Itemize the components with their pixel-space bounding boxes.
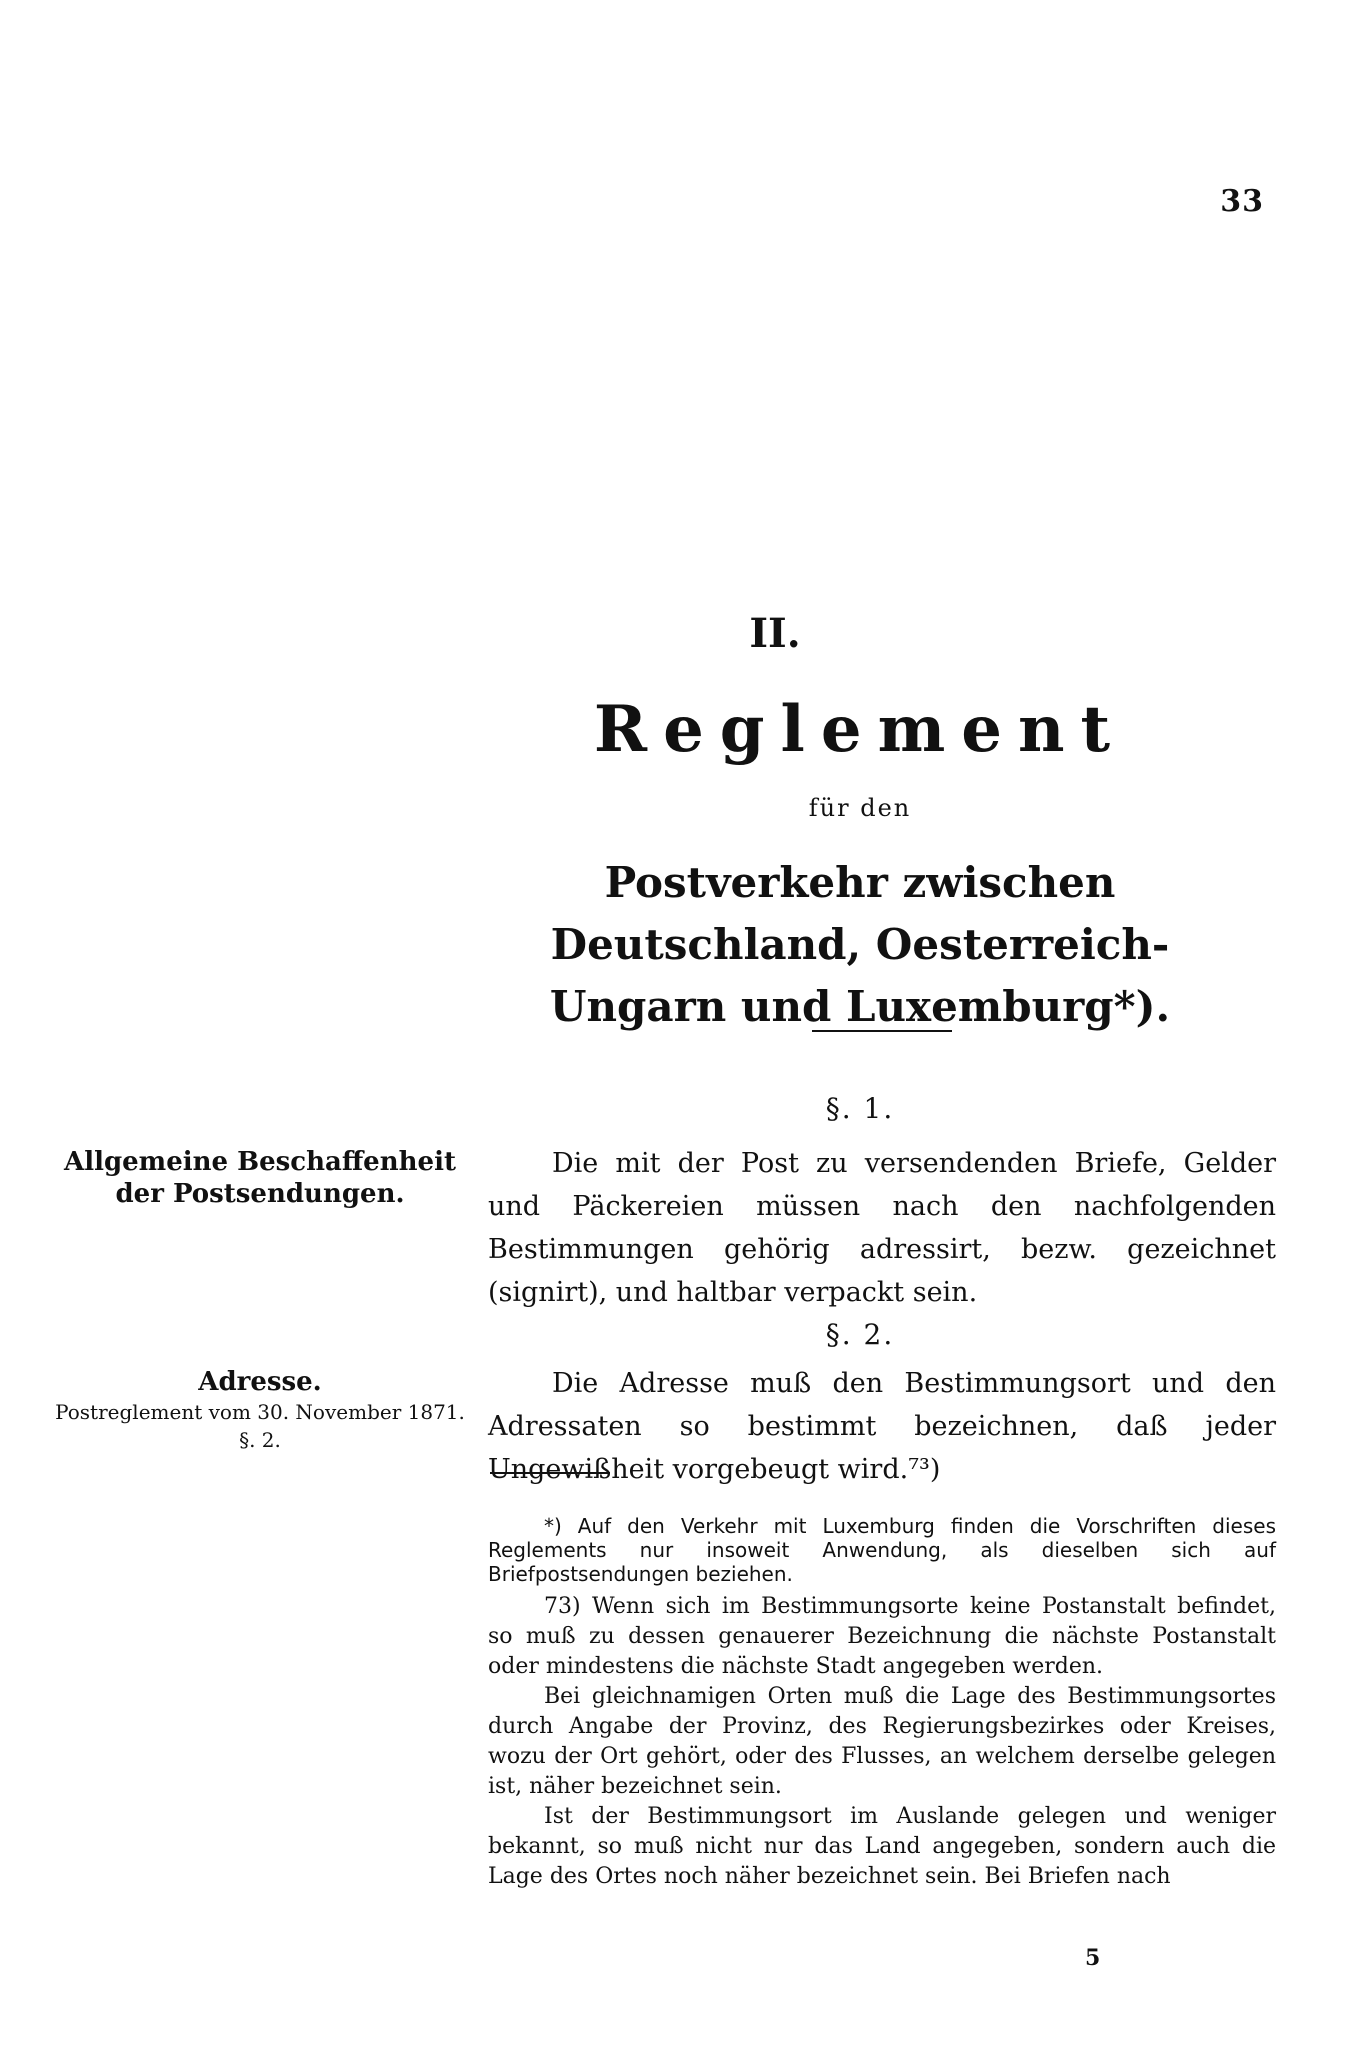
footnote-star: *) Auf den Verkehr mit Luxemburg finden die Vorschriften dieses Reglements nur insoweit Anwendung, als dieselben sich auf Briefpostsendungen beziehen. [488, 1514, 1276, 1586]
margin-reference-paragraph: §. 2. [239, 1428, 281, 1452]
document-title: Reglement [593, 692, 1127, 767]
part-numeral: II. [749, 610, 801, 657]
subtitle-line-2: Ungarn und Luxemburg*). [549, 982, 1171, 1031]
footnote-73-paragraph-2: Bei gleichnamigen Orten muß die Lage des Bestimmungsortes durch Angabe der Provinz, des Regierungsbezirkes oder Kreises, wozu der Ort gehört, oder des Flusses, an welchem derselbe gelegen ist, näher bezeichnet sein. [488, 1684, 1276, 1799]
section-1-label: §. 1. [825, 1092, 895, 1125]
signature-mark: 5 [1085, 1945, 1101, 1971]
section-1-text: Die mit der Post zu versendenden Briefe, Gelder und Päckereien müssen nach den nachfolgenden Bestimmungen gehörig adressirt, bezw. gezeichnet (signirt), und haltbar verpackt sein. [488, 1148, 1276, 1308]
page-number: 33 [1220, 184, 1264, 219]
footnote-divider [490, 1472, 610, 1474]
footnote-73-paragraph-1: 73) Wenn sich im Bestimmungsorte keine Postanstalt befindet, so muß zu dessen genauerer Bezeichnung die nächste Postanstalt oder mindestens die nächste Stadt angegeben werden. [488, 1594, 1276, 1679]
section-2-label: §. 2. [825, 1318, 895, 1351]
footnotes [488, 1514, 1276, 1892]
title-connector: für den [808, 794, 912, 822]
margin-title: Allgemeine Beschaffenheit der Postsendungen. [64, 1147, 456, 1209]
section-1-margin-note [50, 1146, 470, 1210]
title-divider [812, 1030, 952, 1032]
margin-title: Adresse. [198, 1367, 322, 1397]
section-2-text: Die Adresse muß den Bestimmungsort und den Adressaten so bestimmt bezeichnen, daß jeder Ungewißheit vorgebeugt wird.⁷³) [488, 1368, 1276, 1485]
subtitle-line-1: Postverkehr zwischen Deutschland, Oesterreich- [550, 858, 1170, 969]
footnote-73-paragraph-3: Ist der Bestimmungsort im Auslande gelegen und weniger bekannt, so muß nicht nur das Land angegeben, sondern auch die Lage des Ortes noch näher bezeichnet sein. Bei Briefen nach [488, 1804, 1276, 1889]
document-subtitle [470, 852, 1250, 1038]
title-block [470, 690, 1250, 1038]
margin-reference: Postreglement vom 30. November 1871. [55, 1400, 465, 1424]
section-2-margin-note [50, 1366, 470, 1454]
